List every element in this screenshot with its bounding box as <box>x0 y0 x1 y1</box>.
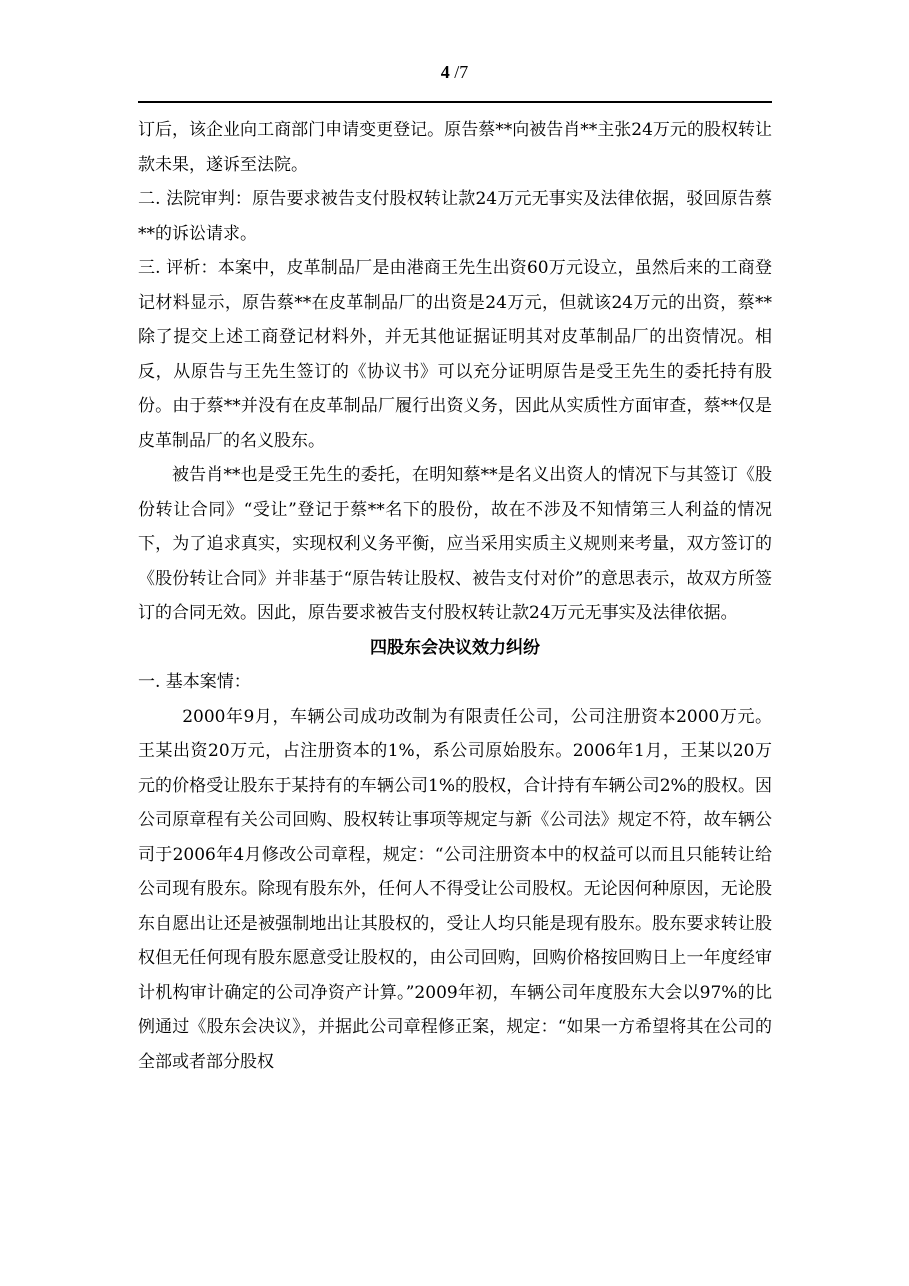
page-number <box>0 62 909 83</box>
paragraph-court-judgment: 二. 法院审判：原告要求被告支付股权转让款24万元无事实及法律依据，驳回原告蔡**的诉讼请求。 <box>138 189 772 244</box>
header-divider <box>138 101 772 103</box>
paragraph-analysis: 三. 评析：本案中，皮革制品厂是由港商王先生出资60万元设立，虽然后来的工商登记材料显示，原告蔡**在皮革制品厂的出资是24万元，但就该24万元的出资，蔡**除了提交上述工商登记材料外，并无其他证据证明其对皮革制品厂的出资情况。相反，从原告与王先生签订的《协议书》可以充分证明原告是受王先生的委托持有股份。由于蔡**并没有在皮革制品厂履行出资义务，因此从实质性方面审查，蔡**仅是皮革制品厂的名义股东。 <box>138 258 772 451</box>
paragraph-analysis-continued: 被告肖**也是受王先生的委托，在明知蔡**是名义出资人的情况下与其签订《股份转让合同》“受让”登记于蔡**名下的股份，故在不涉及不知情第三人利益的情况下，为了追求真实，实现权利义务平衡，应当采用实质主义规则来考量，双方签订的《股份转让合同》并非基于“原告转让股权、被告支付对价”的意思表示，故双方所签订的合同无效。因此，原告要求被告支付股权转让款24万元无事实及法律依据。 <box>138 465 772 623</box>
paragraph-case-continuation: 订后，该企业向工商部门申请变更登记。原告蔡**向被告肖**主张24万元的股权转让款未果，遂诉至法院。 <box>138 120 772 175</box>
section-title: 四股东会决议效力纠纷 <box>370 637 540 658</box>
paragraph-basic-facts-heading: 一. 基本案情： <box>138 672 251 692</box>
page-number-current: 4 <box>440 62 450 82</box>
page-number-total: /7 <box>449 62 469 82</box>
paragraph-basic-facts: 2000年9月，车辆公司成功改制为有限责任公司，公司注册资本2000万元。王某出资20万元，占注册资本的1%，系公司原始股东。2006年1月，王某以20万元的价格受让股东于某持有的车辆公司1%的股权，合计持有车辆公司2%的股权。因公司原章程有关公司回购、股权转让事项等规定与新《公司法》规定不符，故车辆公司于2006年4月修改公司章程，规定：“公司注册资本中的权益可以而且只能转让给公司现有股东。除现有股东外，任何人不得受让公司股权。无论因何种原因，无论股东自愿出让还是被强制地出让其股权的，受让人均只能是现有股东。股东要求转让股权但无任何现有股东愿意受让股权的，由公司回购，回购价格按回购日上一年度经审计机构审计确定的公司净资产计算。”2009年初，车辆公司年度股东大会以97%的比例通过《股东会决议》，并据此公司章程修正案，规定：“如果一方希望将其在公司的全部或者部分股权 <box>138 706 772 1072</box>
document-body <box>138 113 772 1079</box>
